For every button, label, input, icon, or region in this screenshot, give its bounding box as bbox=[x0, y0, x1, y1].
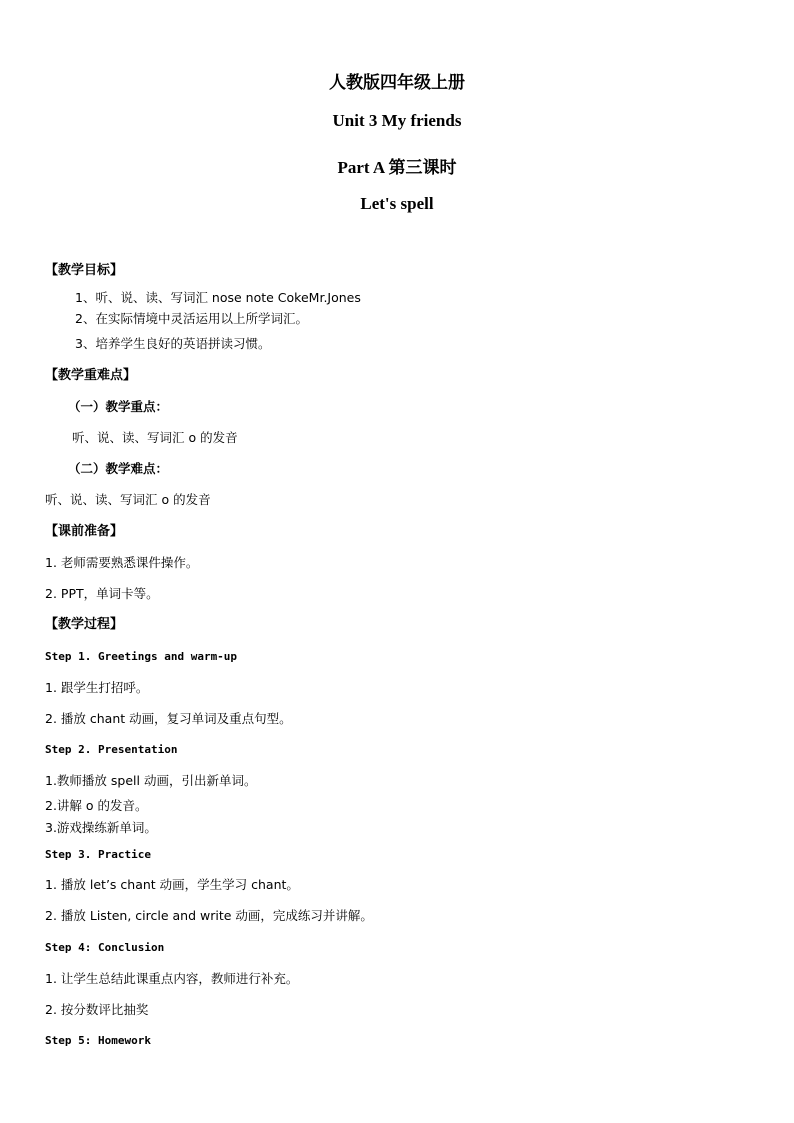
step2-item-3: 3.游戏操练新单词。 bbox=[45, 820, 157, 835]
subheading-focus: （一）教学重点： bbox=[68, 399, 169, 414]
section-heading-keypoints: 【教学重难点】 bbox=[45, 368, 137, 383]
section-heading-process: 【教学过程】 bbox=[45, 617, 124, 632]
doc-title-lesson: Let's spell bbox=[360, 194, 434, 213]
goal-item-1: 1、听、说、读、写词汇 nose note CokeMr.Jones bbox=[75, 290, 361, 305]
doc-title-unit: Unit 3 My friends bbox=[332, 111, 462, 130]
step4-item-1: 1. 让学生总结此课重点内容，教师进行补充。 bbox=[45, 971, 299, 986]
subheading-difficulty: （二）教学难点： bbox=[68, 461, 169, 476]
step4-title: Step 4: Conclusion bbox=[45, 941, 165, 954]
step3-title: Step 3. Practice bbox=[45, 848, 151, 861]
step1-item-2: 2. 播放 chant 动画，复习单词及重点句型。 bbox=[45, 711, 292, 726]
goal-item-2: 2、在实际情境中灵活运用以上所学词汇。 bbox=[75, 311, 308, 326]
section-heading-prep: 【课前准备】 bbox=[45, 524, 124, 539]
step2-title: Step 2. Presentation bbox=[45, 743, 178, 756]
doc-title-part: Part A 第三课时 bbox=[337, 158, 457, 177]
step3-item-1: 1. 播放 let’s chant 动画，学生学习 chant。 bbox=[45, 877, 299, 892]
step3-item-2: 2. 播放 Listen, circle and write 动画，完成练习并讲解。 bbox=[45, 908, 373, 923]
focus-text: 听、说、读、写词汇 o 的发音 bbox=[72, 430, 238, 445]
section-heading-goals: 【教学目标】 bbox=[45, 263, 124, 278]
prep-item-1: 1. 老师需要熟悉课件操作。 bbox=[45, 555, 199, 570]
step1-title: Step 1. Greetings and warm-up bbox=[45, 650, 238, 663]
doc-title-textbook: 人教版四年级上册 bbox=[329, 73, 465, 92]
step2-item-2: 2.讲解 o 的发音。 bbox=[45, 798, 148, 813]
goal-item-3: 3、培养学生良好的英语拼读习惯。 bbox=[75, 336, 271, 351]
step1-item-1: 1. 跟学生打招呼。 bbox=[45, 680, 149, 695]
step5-title: Step 5: Homework bbox=[45, 1034, 151, 1047]
difficulty-text: 听、说、读、写词汇 o 的发音 bbox=[45, 492, 211, 507]
prep-item-2: 2. PPT，单词卡等。 bbox=[45, 586, 159, 601]
step2-item-1: 1.教师播放 spell 动画，引出新单词。 bbox=[45, 773, 257, 788]
step4-item-2: 2. 按分数评比抽奖 bbox=[45, 1002, 149, 1017]
